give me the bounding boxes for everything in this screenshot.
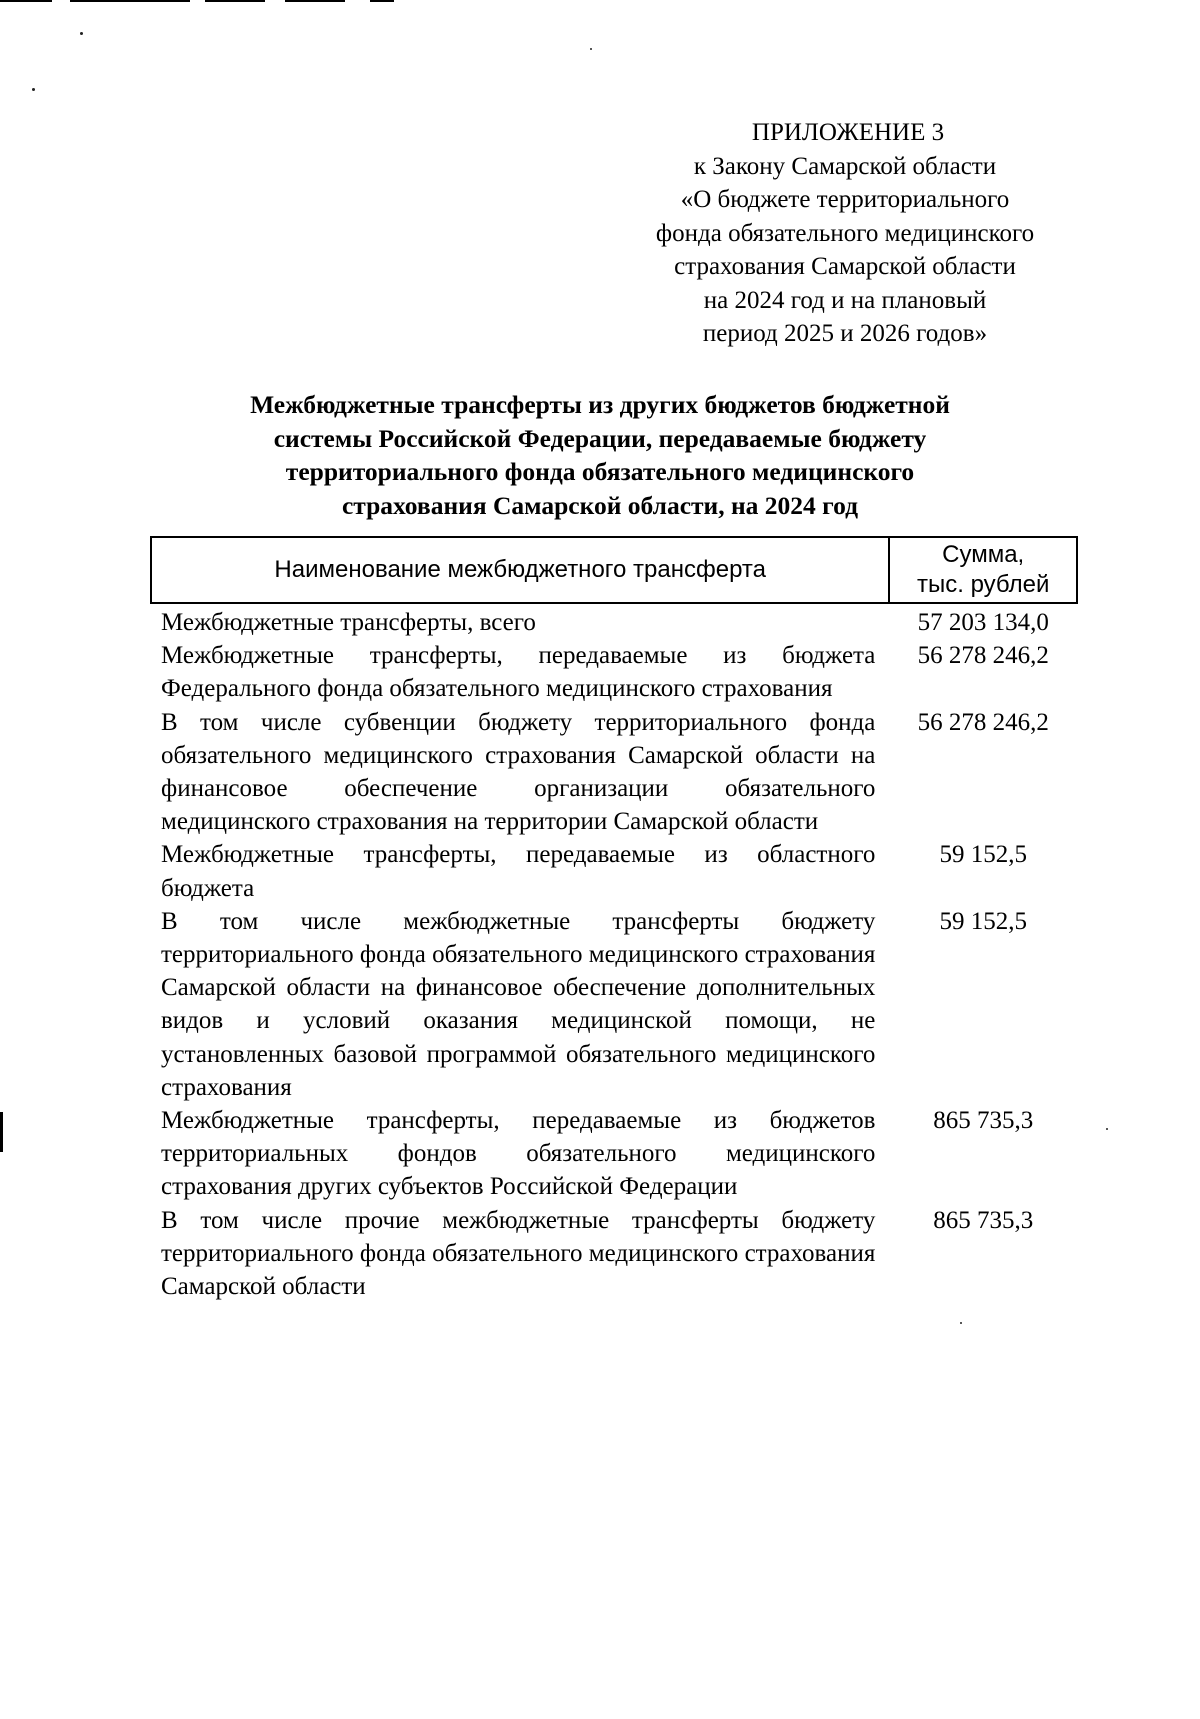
transfer-name: В том числе субвенции бюджету территориального фонда обязательного медицинского страхования Самарской области на финансовое обеспечение организации обязательного медицинского страхования на территории Самарской области: [161, 708, 876, 836]
transfer-name: Межбюджетные трансферты, всего: [161, 609, 536, 636]
appendix-label: ПРИЛОЖЕНИЕ 3: [751, 119, 945, 146]
title-line: системы Российской Федерации, передаваемые бюджету: [273, 423, 927, 453]
table-row: [151, 706, 1077, 839]
appendix-line: на 2024 год и на плановый: [703, 286, 987, 314]
transfer-name: Межбюджетные трансферты, передаваемые из бюджета Федерального фонда обязательного медицинского страхования: [161, 642, 876, 703]
table-row: [151, 905, 1077, 1104]
scan-speck: [32, 88, 35, 91]
table-row: [151, 603, 1077, 639]
document-title: [180, 388, 1020, 522]
transfer-sum: 59 152,5: [939, 907, 1027, 935]
appendix-line: «О бюджете территориального: [680, 186, 1010, 213]
appendix-line: период 2025 и 2026 годов»: [702, 320, 988, 347]
scan-rule-fragment: [70, 0, 190, 2]
table-row: [151, 838, 1077, 904]
appendix-line: к Закону Самарской области: [693, 152, 997, 180]
column-header-sum-line: тыс. рублей: [917, 571, 1050, 598]
transfer-sum: 865 735,3: [933, 1206, 1034, 1234]
table-header-row: [151, 537, 1077, 603]
transfer-name: В том числе межбюджетные трансферты бюджету территориального фонда обязательного медицинского страхования Самарской области на финансовое обеспечение дополнительных видов и условий оказания медицинской помощи, не установленных базовой программой обязательного медицинского страхования: [161, 907, 876, 1101]
title-line: территориального фонда обязательного медицинского: [285, 457, 915, 486]
appendix-header: [600, 116, 1090, 351]
transfer-sum: 57 203 134,0: [917, 609, 1049, 636]
appendix-line: страхования Самарской области: [674, 253, 1016, 280]
table-row: [151, 639, 1077, 705]
scan-speck: [80, 32, 83, 35]
transfer-name: Межбюджетные трансферты, передаваемые из областного бюджета: [161, 841, 876, 902]
transfer-sum: 59 152,5: [939, 841, 1027, 869]
transfers-table: [150, 536, 1078, 1303]
table-row: [151, 1104, 1077, 1204]
scan-rule-fragment: [285, 0, 345, 2]
transfer-sum: 56 278 246,2: [917, 642, 1049, 670]
scan-speck: [960, 1322, 962, 1324]
column-header-sum-line: Сумма,: [942, 541, 1025, 568]
scan-rule-fragment: [205, 0, 265, 2]
column-header-name: Наименование межбюджетного трансферта: [151, 537, 889, 603]
title-line: страхования Самарской области, на 2024 год: [341, 490, 859, 520]
scan-speck: [1106, 1128, 1108, 1130]
table-row: [151, 1204, 1077, 1304]
transfer-sum: 56 278 246,2: [917, 708, 1049, 736]
transfer-name: Межбюджетные трансферты, передаваемые из бюджетов территориальных фондов обязательного медицинского страхования других субъектов Российской Федерации: [161, 1107, 876, 1201]
transfer-sum: 865 735,3: [933, 1107, 1034, 1135]
scan-rule-fragment: [0, 0, 52, 2]
transfer-name: В том числе прочие межбюджетные трансферты бюджету территориального фонда обязательного медицинского страхования Самарской области: [161, 1206, 876, 1301]
scan-edge-mark: [0, 1112, 3, 1152]
scan-rule-fragment: [370, 0, 394, 2]
column-header-sum: [889, 537, 1077, 603]
appendix-line: фонда обязательного медицинского: [655, 219, 1035, 247]
title-line: Межбюджетные трансферты из других бюджетов бюджетной: [250, 390, 950, 419]
scan-speck: [590, 48, 592, 50]
